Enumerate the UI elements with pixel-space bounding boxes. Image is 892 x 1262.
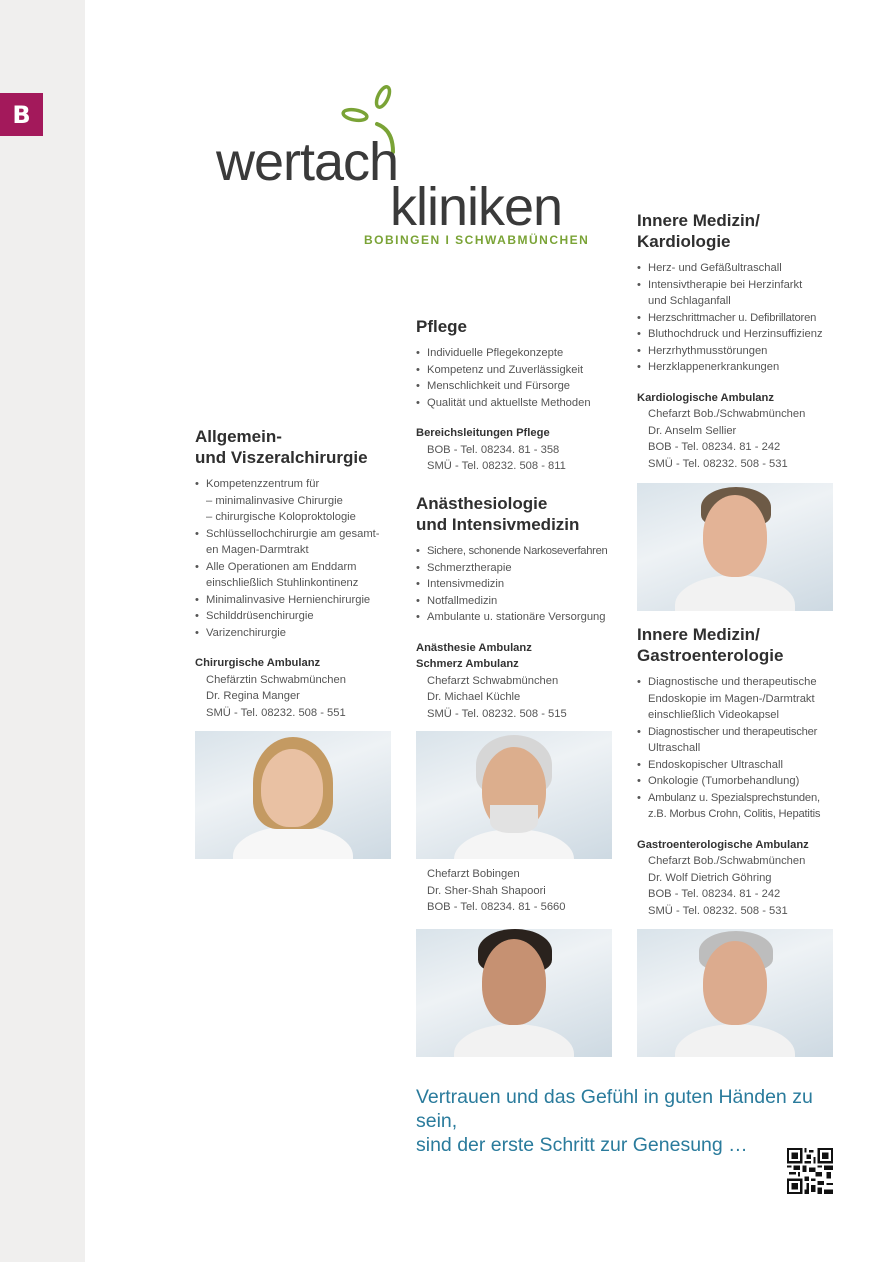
section-pflege bbox=[416, 316, 621, 475]
list-item: und Schlaganfall bbox=[648, 295, 731, 307]
contact-line: Chefarzt Bobingen bbox=[427, 868, 520, 880]
list-item: • Onkologie (Tumorbehandlung) bbox=[637, 773, 842, 790]
contact-line: Dr. Wolf Dietrich Göhring bbox=[648, 871, 772, 884]
logo-wordmark-wertach: wertach bbox=[216, 132, 399, 192]
feature-list bbox=[416, 345, 621, 411]
list-item: • Schmerztherapie bbox=[416, 560, 621, 577]
list-item: • Intensivmedizin bbox=[416, 576, 621, 593]
contact-line: SMÜ - Tel. 08232. 508 - 515 bbox=[427, 707, 567, 720]
list-item: – minimalinvasive Chirurgie bbox=[206, 494, 343, 507]
leitung-title: Bereichsleitungen Pflege bbox=[416, 427, 550, 439]
contact-line: Dr. Michael Küchle bbox=[427, 691, 521, 703]
portrait-photo-kuechle bbox=[416, 731, 612, 859]
portrait-photo-shapoori bbox=[416, 929, 612, 1057]
portrait-photo-manger bbox=[195, 731, 391, 859]
list-item: • Herzschrittmacher u. Defibrillatoren bbox=[637, 310, 842, 327]
logo-subtitle: BOBINGEN I SCHWABMÜNCHEN bbox=[364, 233, 590, 247]
list-item: • Qualität und aktuellste Methoden bbox=[416, 395, 621, 412]
ambulanz-title: Kardiologische Ambulanz bbox=[637, 391, 774, 404]
list-item: • Schlüssellochchirurgie am gesamt- bbox=[195, 526, 395, 543]
list-item: • Schilddrüsenchirurgie bbox=[195, 608, 395, 625]
list-item: • Individuelle Pflegekonzepte bbox=[416, 345, 621, 362]
section-title: Allgemein- und Viszeralchirurgie bbox=[195, 427, 368, 467]
list-item: • Diagnostische und therapeutische bbox=[637, 674, 842, 691]
contact-line: SMÜ - Tel. 08232. 508 - 551 bbox=[206, 706, 346, 719]
contact-line: SMÜ - Tel. 08232. 508 - 531 bbox=[648, 457, 788, 470]
list-item: • Intensivtherapie bei Herzinfarkt bbox=[637, 277, 842, 294]
side-strip bbox=[0, 0, 85, 1262]
section-title: Innere Medizin/ Kardiologie bbox=[637, 211, 760, 251]
contact-line: Dr. Regina Manger bbox=[206, 690, 300, 702]
list-item: • Herzrhythmusstörungen bbox=[637, 343, 842, 360]
list-item: • Kompetenzzentrum für bbox=[195, 476, 395, 493]
list-item: • Endoskopischer Ultraschall bbox=[637, 757, 842, 774]
list-item: Ultraschall bbox=[648, 742, 701, 754]
tagline: Vertrauen und das Gefühl in guten Händen zu sein, sind der erste Schritt zur Genesung … bbox=[416, 1086, 813, 1156]
list-item: • Alle Operationen am Enddarm bbox=[195, 559, 395, 576]
section-anaesthesie bbox=[416, 493, 621, 722]
section-kardiologie bbox=[637, 210, 842, 472]
list-item: • Diagnostischer und therapeutischer bbox=[637, 724, 842, 741]
contact-line: Chefarzt Bob./Schwabmünchen bbox=[648, 855, 806, 867]
list-item: • Herzklappenerkrankungen bbox=[637, 359, 842, 376]
ambulanz-title: Schmerz Ambulanz bbox=[416, 658, 519, 670]
contact-line: Chefarzt Schwabmünchen bbox=[427, 674, 559, 687]
list-item: Endoskopie im Magen-/Darmtrakt bbox=[648, 692, 815, 705]
ambulanz-title: Gastroenterologische Ambulanz bbox=[637, 838, 809, 851]
section-title: Pflege bbox=[416, 317, 468, 336]
section-gastro bbox=[637, 624, 842, 919]
feature-list bbox=[637, 260, 842, 376]
list-item: • Kompetenz und Zuverlässigkeit bbox=[416, 362, 621, 379]
contact-bobingen bbox=[416, 866, 621, 916]
list-item: • Notfallmedizin bbox=[416, 593, 621, 610]
contact-line: Chefärztin Schwabmünchen bbox=[206, 673, 346, 686]
list-item: en Magen-Darmtrakt bbox=[206, 544, 309, 556]
feature-list bbox=[416, 543, 621, 626]
section-title: Anästhesiologie und Intensivmedizin bbox=[416, 494, 580, 534]
list-item: – chirurgische Koloproktologie bbox=[206, 511, 356, 523]
list-item: einschließlich Videokapsel bbox=[648, 709, 780, 721]
section-tab-marker: B bbox=[0, 93, 43, 136]
qr-code-icon[interactable] bbox=[787, 1148, 833, 1194]
ambulanz-title: Chirurgische Ambulanz bbox=[195, 657, 321, 669]
contact-line: BOB - Tel. 08234. 81 - 242 bbox=[648, 888, 781, 900]
portrait-photo-goehring bbox=[637, 929, 833, 1057]
contact-line: SMÜ - Tel. 08232. 508 - 811 bbox=[427, 460, 566, 472]
contact-line: Chefarzt Bob./Schwabmünchen bbox=[648, 408, 806, 420]
list-item: einschließlich Stuhlinkontinenz bbox=[206, 577, 359, 589]
ambulanz-title: Anästhesie Ambulanz bbox=[416, 641, 532, 654]
contact-line: Dr. Anselm Sellier bbox=[648, 424, 737, 437]
section-chirurgie bbox=[195, 426, 395, 721]
list-item: • Ambulante u. stationäre Versorgung bbox=[416, 609, 621, 626]
list-item: • Sichere, schonende Narkoseverfahren bbox=[416, 543, 621, 560]
list-item: • Varizenchirurgie bbox=[195, 625, 395, 642]
portrait-photo-sellier bbox=[637, 483, 833, 611]
contact-line: BOB - Tel. 08234. 81 - 242 bbox=[648, 441, 781, 453]
list-item: • Minimalinvasive Hernienchirurgie bbox=[195, 592, 395, 609]
list-item: • Bluthochdruck und Herzinsuffizienz bbox=[637, 326, 842, 343]
contact-line: SMÜ - Tel. 08232. 508 - 531 bbox=[648, 904, 788, 917]
contact-line: BOB - Tel. 08234. 81 - 358 bbox=[427, 443, 560, 456]
feature-list bbox=[637, 674, 842, 823]
contact-line: Dr. Sher-Shah Shapoori bbox=[427, 884, 546, 897]
list-item: • Herz- und Gefäßultraschall bbox=[637, 260, 842, 277]
section-title: Innere Medizin/ Gastroenterologie bbox=[637, 625, 784, 665]
list-item: • Ambulanz u. Spezialsprechstunden, bbox=[637, 790, 842, 807]
logo-wordmark-kliniken: kliniken bbox=[390, 177, 563, 237]
list-item: z.B. Morbus Crohn, Colitis, Hepatitis bbox=[648, 808, 821, 820]
contact-line: BOB - Tel. 08234. 81 - 5660 bbox=[427, 901, 566, 913]
list-item: • Menschlichkeit und Fürsorge bbox=[416, 378, 621, 395]
feature-list bbox=[195, 476, 395, 641]
